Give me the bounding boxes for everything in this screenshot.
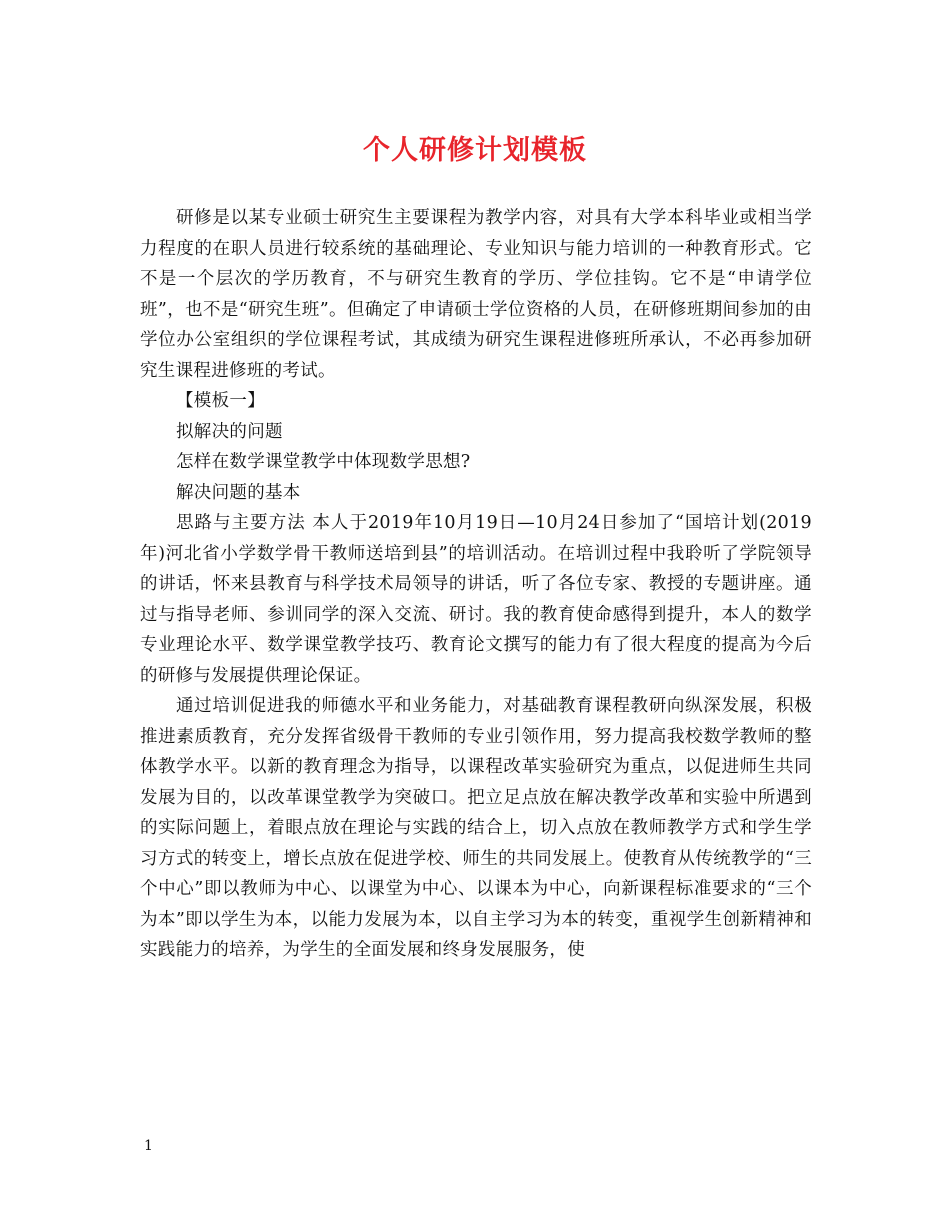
intro-paragraph: 研修是以某专业硕士研究生主要课程为教学内容，对具有大学本科毕业或相当学力程度的在职人员进行较系统的基础理论、专业知识与能力培训的一种教育形式。它不是一个层次的学历教育，不与研究生教育的学历、学位挂钩。它不是“申请学位班”，也不是“研究生班”。但确定了申请硕士学位资格的人员，在研修班期间参加的由学位办公室组织的学位课程考试，其成绩为研究生课程进修班所承认，不必再参加研究生课程进修班的考试。 bbox=[140, 208, 812, 381]
template-heading: 【模板一】 bbox=[176, 391, 265, 411]
page-number: 1 bbox=[144, 1138, 153, 1154]
problem-heading: 拟解决的问题 bbox=[176, 421, 283, 442]
method-paragraph: 思路与主要方法 本人于2019年10月19日—10月24日参加了“国培计划(2019年)河北省小学数学骨干教师送培到县”的培训活动。在培训过程中我聆听了学院领导的讲话，怀来县教育与科学技术局领导的讲话，听了各位专家、教授的专题讲座。通过与指导老师、参训同学的深入交流、研讨。我的教育使命感得到提升，本人的数学专业理论水平、数学课堂教学技巧、教育论文撰写的能力有了很大程度的提高为今后的研修与发展提供理论保证。 bbox=[140, 513, 812, 686]
basic-heading: 解决问题的基本 bbox=[176, 482, 301, 503]
goal-paragraph: 通过培训促进我的师德水平和业务能力，对基础教育课程教研向纵深发展，积极推进素质教育，充分发挥省级骨干教师的专业引领作用，努力提高我校数学教师的整体教学水平。以新的教育理念为指导，以课程改革实验研究为重点，以促进师生共同发展为目的，以改革课堂教学为突破口。把立足点放在解决教学改革和实验中所遇到的实际问题上，着眼点放在理论与实践的结合上，切入点放在教师教学方式和学生学习方式的转变上，增长点放在促进学校、师生的共同发展上。使教育从传统教学的“三个中心”即以教师为中心、以课堂为中心、以课本为中心，向新课程标准要求的“三个为本”即以学生为本，以能力发展为本，以自主学习为本的转变，重视学生创新精神和实践能力的培养，为学生的全面发展和终身发展服务，使 bbox=[140, 696, 812, 960]
problem-question: 怎样在数学课堂教学中体现数学思想? bbox=[176, 452, 471, 472]
document-title: 个人研修计划模板 bbox=[363, 135, 587, 166]
document-body bbox=[140, 203, 812, 966]
